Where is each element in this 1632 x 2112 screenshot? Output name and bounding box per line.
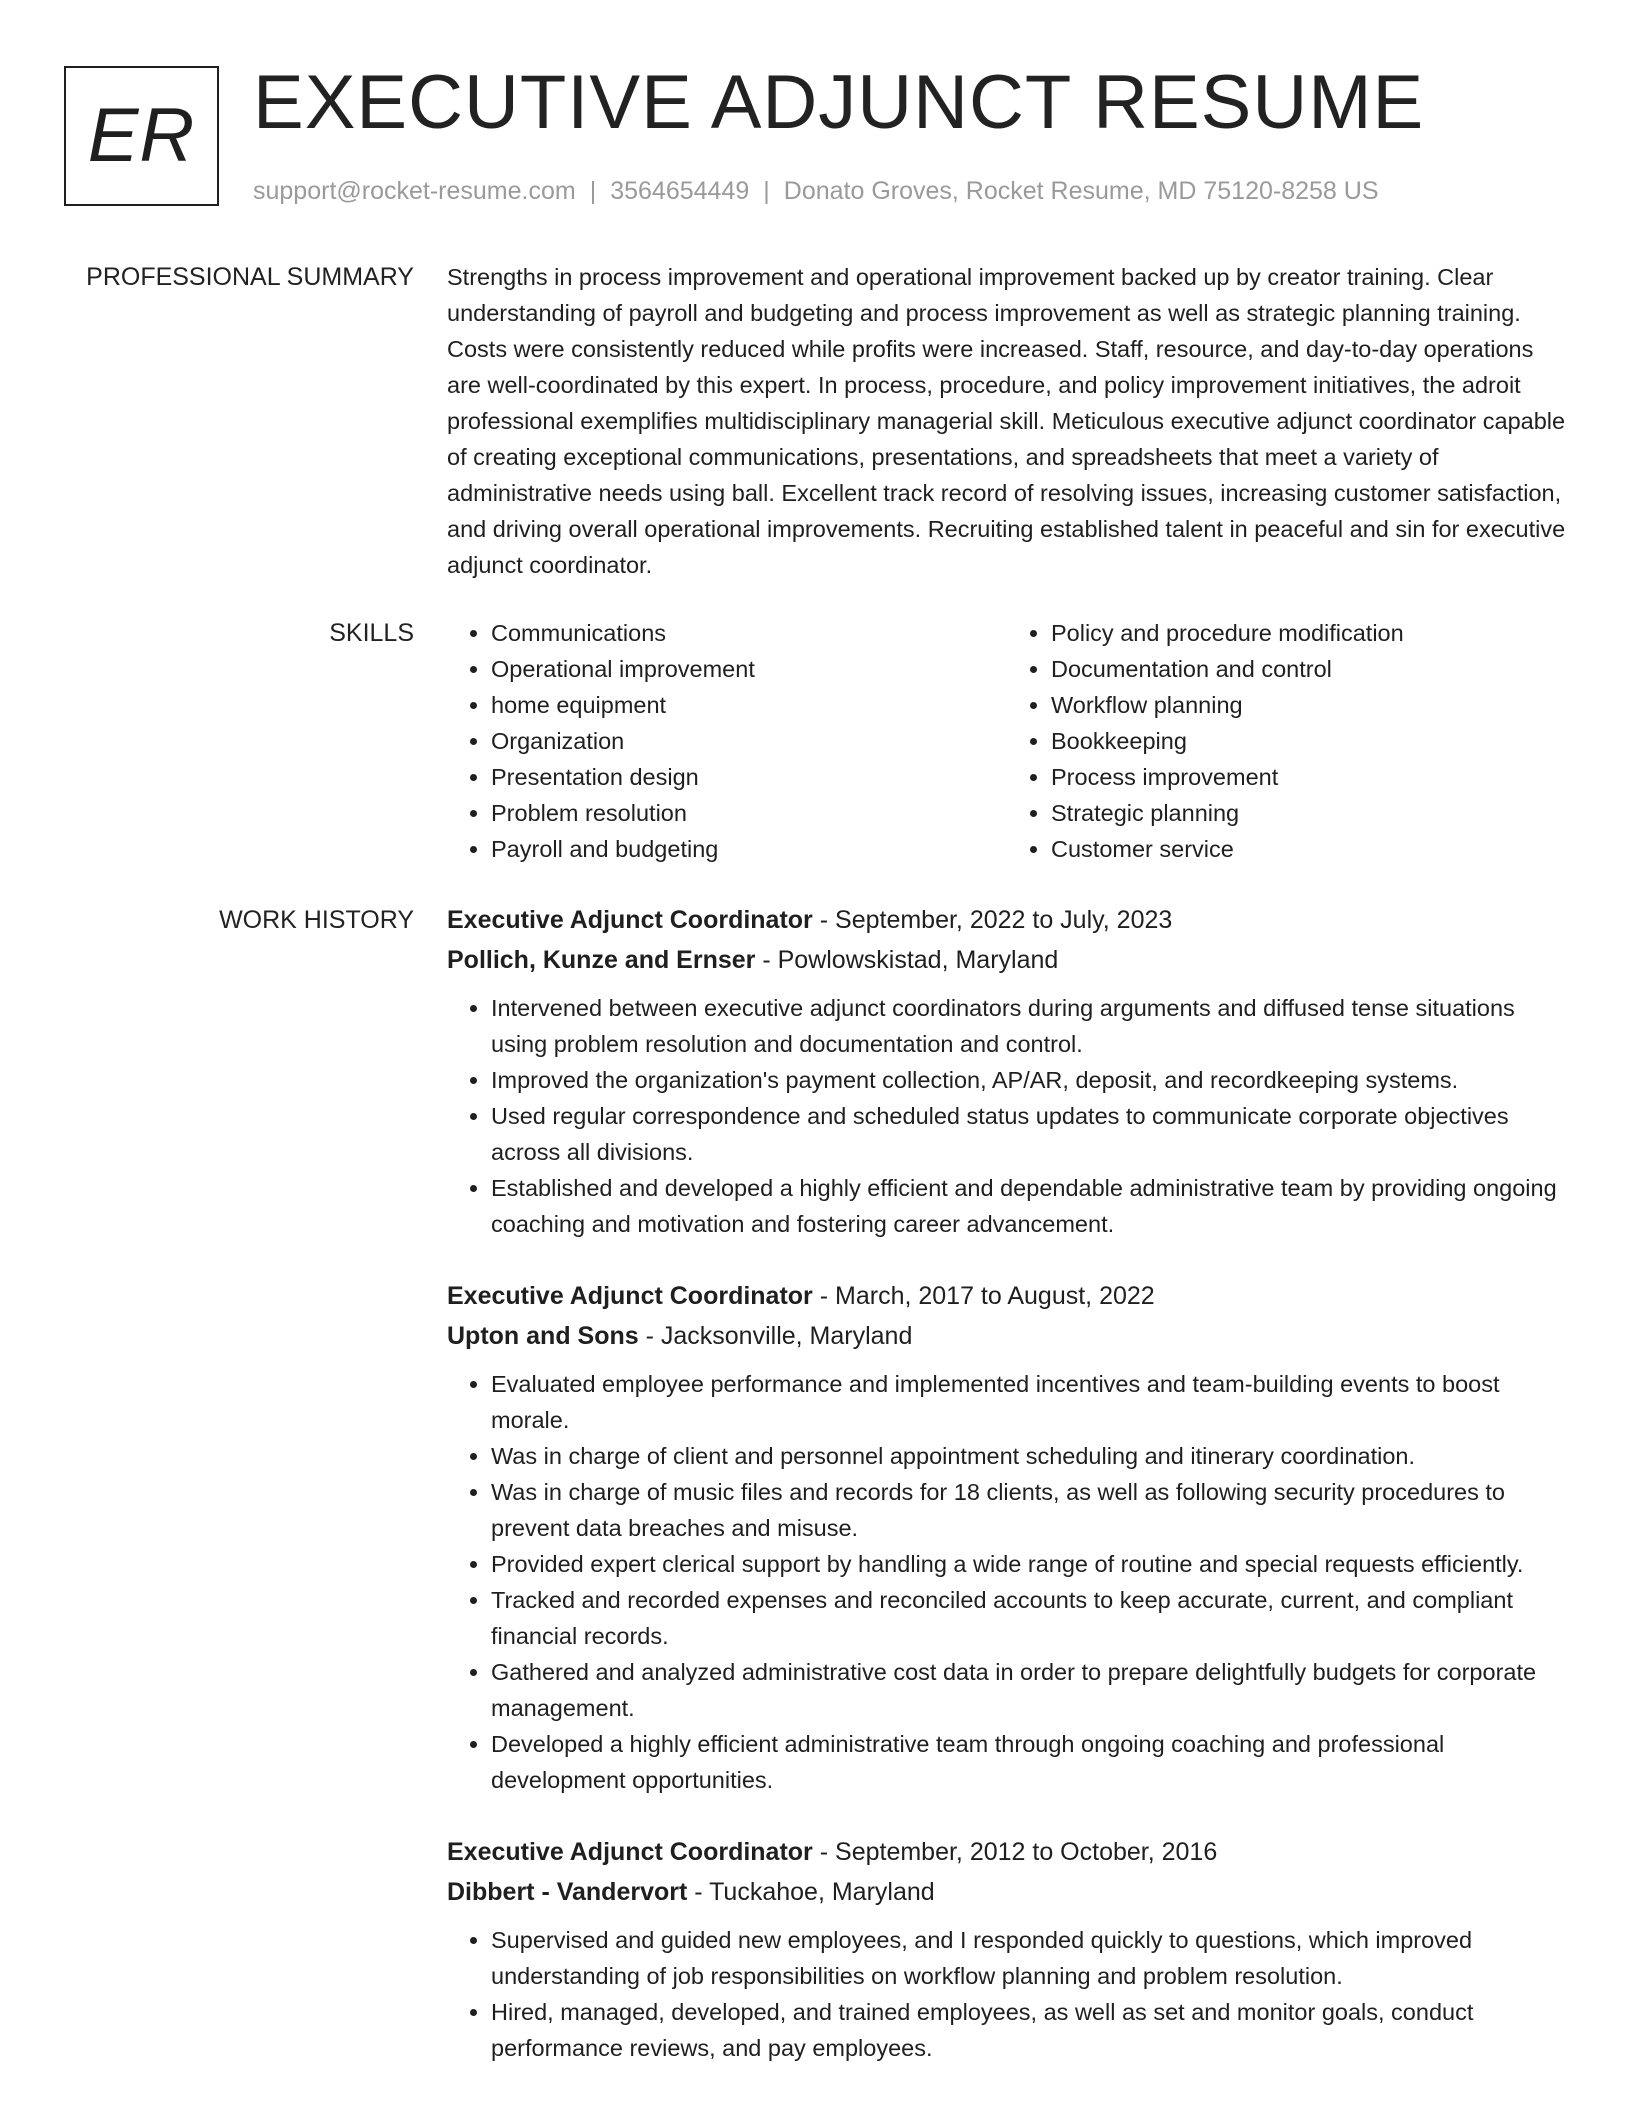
section-label-work-history: WORK HISTORY xyxy=(219,906,414,934)
job-location: - Tuckahoe, Maryland xyxy=(687,1878,935,1906)
job-bullet: • Was in charge of music files and records for 18 clients, as well as following security procedures to prevent data breaches and misuse. xyxy=(491,1474,1567,1546)
job-title: Executive Adjunct Coordinator xyxy=(447,1838,813,1866)
skill-item: • Organization xyxy=(491,723,1007,759)
job-dates: - September, 2012 to October, 2016 xyxy=(812,1838,1218,1866)
job-entry xyxy=(447,1276,1567,1798)
skill-item: • Problem resolution xyxy=(491,795,1007,831)
skill-item: • Process improvement xyxy=(1051,759,1567,795)
section-label-skills: SKILLS xyxy=(329,619,414,647)
job-bullets xyxy=(447,990,1567,1242)
job-bullet: • Evaluated employee performance and implemented incentives and team-building events to boost morale. xyxy=(491,1366,1567,1438)
job-company: Upton and Sons xyxy=(447,1322,639,1350)
job-company: Pollich, Kunze and Ernser xyxy=(447,946,756,974)
job-title: Executive Adjunct Coordinator xyxy=(447,1282,813,1310)
job-company-line xyxy=(447,1316,1567,1356)
job-bullet: • Provided expert clerical support by handling a wide range of routine and special requests efficiently. xyxy=(491,1546,1567,1582)
monogram-box xyxy=(64,66,219,206)
job-title-line xyxy=(447,900,1567,940)
skill-item: • Communications xyxy=(491,615,1007,651)
skill-item: • Payroll and budgeting xyxy=(491,831,1007,867)
job-bullet: • Intervened between executive adjunct coordinators during arguments and diffused tense situations using problem resolution and documentation and control. xyxy=(491,990,1567,1062)
job-bullet: • Gathered and analyzed administrative cost data in order to prepare delightfully budgets for corporate management. xyxy=(491,1654,1567,1726)
contact-email: support@rocket-resume.com xyxy=(253,177,576,205)
job-bullet: • Used regular correspondence and scheduled status updates to communicate corporate objectives across all divisions. xyxy=(491,1098,1567,1170)
job-bullet: • Supervised and guided new employees, and I responded quickly to questions, which improved understanding of job responsibilities on workflow planning and problem resolution. xyxy=(491,1922,1567,1994)
section-label-summary: PROFESSIONAL SUMMARY xyxy=(86,263,414,291)
job-title: Executive Adjunct Coordinator xyxy=(447,906,813,934)
job-bullets xyxy=(447,1366,1567,1798)
skills-column-left xyxy=(447,615,1007,867)
contact-separator: | xyxy=(589,177,597,205)
skill-item: • Policy and procedure modification xyxy=(1051,615,1567,651)
job-bullet: • Hired, managed, developed, and trained employees, as well as set and monitor goals, conduct performance reviews, and pay employees. xyxy=(491,1994,1567,2066)
job-company-line xyxy=(447,1872,1567,1912)
skill-item: • Customer service xyxy=(1051,831,1567,867)
job-entry xyxy=(447,1832,1567,2066)
contact-line xyxy=(253,174,1379,208)
job-dates: - September, 2022 to July, 2023 xyxy=(812,906,1173,934)
resume-title: EXECUTIVE ADJUNCT RESUME xyxy=(253,60,1425,145)
job-bullet: • Was in charge of client and personnel appointment scheduling and itinerary coordination. xyxy=(491,1438,1567,1474)
skill-item: • Documentation and control xyxy=(1051,651,1567,687)
skill-item: • Bookkeeping xyxy=(1051,723,1567,759)
contact-phone: 3564654449 xyxy=(610,177,750,205)
skill-item: • home equipment xyxy=(491,687,1007,723)
job-title-line xyxy=(447,1276,1567,1316)
job-title-line xyxy=(447,1832,1567,1872)
jobs-list xyxy=(447,900,1567,2100)
job-entry xyxy=(447,900,1567,1242)
job-location: - Jacksonville, Maryland xyxy=(638,1322,913,1350)
job-company: Dibbert - Vandervort xyxy=(447,1878,688,1906)
skill-item: • Strategic planning xyxy=(1051,795,1567,831)
job-bullets xyxy=(447,1922,1567,2066)
job-company-line xyxy=(447,940,1567,980)
job-dates: - March, 2017 to August, 2022 xyxy=(812,1282,1155,1310)
skill-item: • Presentation design xyxy=(491,759,1007,795)
skills-column-right xyxy=(1007,615,1567,867)
skills-grid xyxy=(447,615,1567,867)
contact-separator: | xyxy=(763,177,770,205)
job-bullet: • Developed a highly efficient administrative team through ongoing coaching and professional development opportunities. xyxy=(491,1726,1567,1798)
contact-address: Donato Groves, Rocket Resume, MD 75120-8258 US xyxy=(783,177,1379,205)
job-bullet: • Improved the organization's payment collection, AP/AR, deposit, and recordkeeping systems. xyxy=(491,1062,1567,1098)
monogram-initials: ER xyxy=(87,93,196,178)
job-location: - Powlowskistad, Maryland xyxy=(755,946,1059,974)
summary-text: Strengths in process improvement and operational improvement backed up by creator training. Clear understanding of payroll and budgeting and process improvement as well as strategic planning training. Costs were consistently reduced while profits were increased. Staff, resource, and day-to-day operations are well-coordinated by this expert. In process, procedure, and policy improvement initiatives, the adroit professional exemplifies multidisciplinary managerial skill. Meticulous executive adjunct coordinator capable of creating exceptional communications, presentations, and spreadsheets that meet a variety of administrative needs using ball. Excellent track record of resolving issues, increasing customer satisfaction, and driving overall operational improvements. Recruiting established talent in peaceful and sin for executive adjunct coordinator. xyxy=(447,264,1566,578)
skill-item: • Workflow planning xyxy=(1051,687,1567,723)
skill-item: • Operational improvement xyxy=(491,651,1007,687)
job-bullet: • Established and developed a highly efficient and dependable administrative team by providing ongoing coaching and motivation and fostering career advancement. xyxy=(491,1170,1567,1242)
job-bullet: • Tracked and recorded expenses and reconciled accounts to keep accurate, current, and compliant financial records. xyxy=(491,1582,1567,1654)
